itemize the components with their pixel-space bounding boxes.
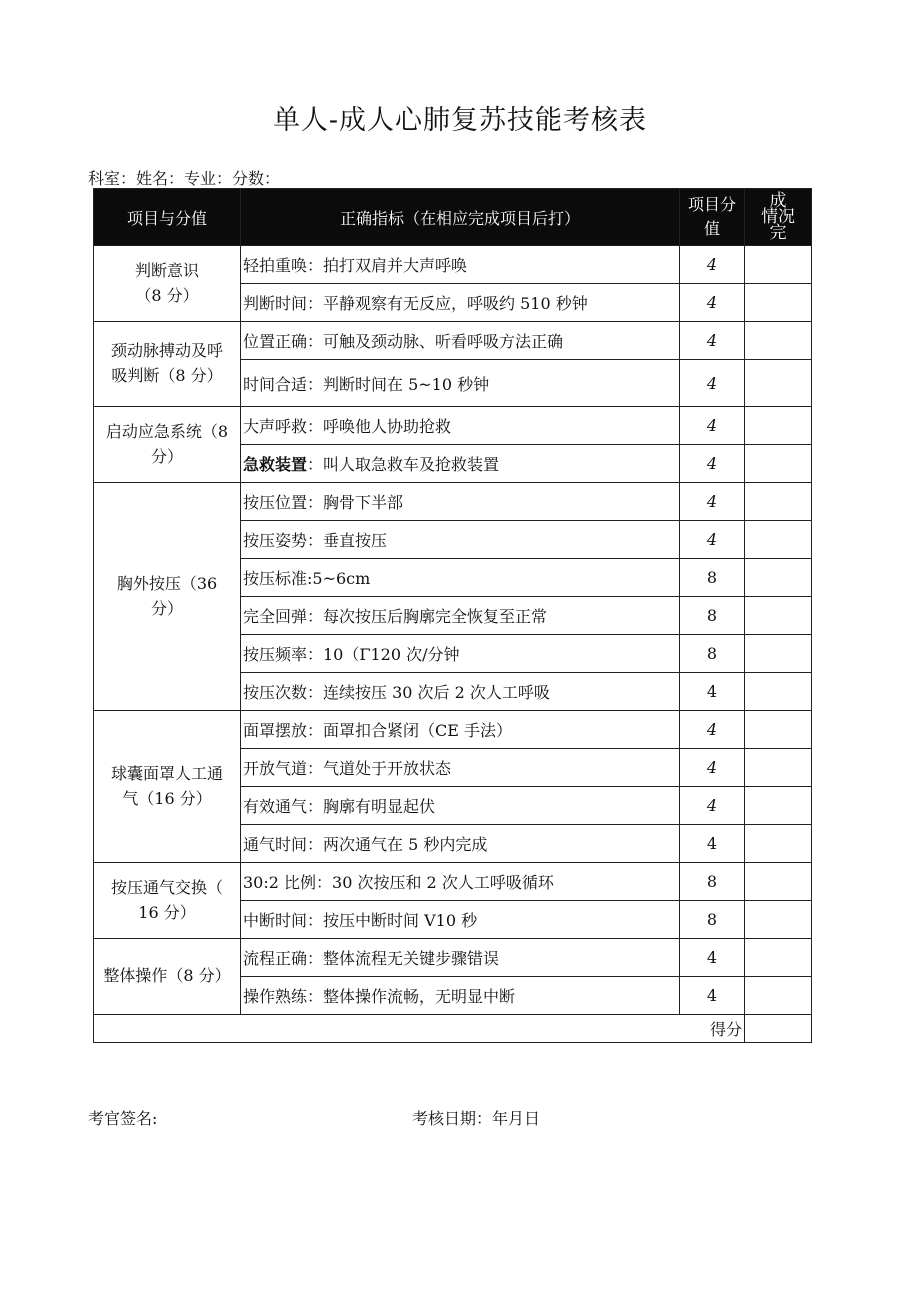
- header-completion: [745, 189, 812, 246]
- criterion-cell: [241, 246, 680, 284]
- criterion-cell: [241, 939, 680, 977]
- points-cell: 4: [680, 246, 745, 284]
- points-cell: 4: [680, 445, 745, 483]
- exam-date: 考核日期：年月日: [412, 1109, 541, 1128]
- header-criteria: 正确指标（在相应完成项目后打）: [241, 189, 680, 246]
- criterion-cell: [241, 284, 680, 322]
- section-name: [94, 863, 241, 939]
- table-row: [94, 939, 812, 977]
- criterion-cell: [241, 407, 680, 445]
- examiner-signature: 考官签名:: [88, 1109, 158, 1128]
- table-row: [94, 863, 812, 901]
- score-table: [93, 188, 812, 1043]
- table-row: [94, 407, 812, 445]
- completion-cell[interactable]: [745, 407, 812, 445]
- section-name-line1: 胸外按压（36: [116, 573, 218, 593]
- completion-cell[interactable]: [745, 635, 812, 673]
- completion-cell[interactable]: [745, 939, 812, 977]
- header-row: [94, 189, 812, 246]
- criterion-text: 大声呼救：呼唤他人协助抢救: [243, 417, 452, 436]
- header-item-score: 项目与分值: [94, 189, 241, 246]
- header-completion-line3: 完: [769, 223, 787, 243]
- criterion-cell: [241, 635, 680, 673]
- section-name-line1: 按压通气交换（: [110, 877, 223, 897]
- section-name-line1: 球囊面罩人工通: [110, 763, 223, 783]
- completion-cell[interactable]: [745, 246, 812, 284]
- completion-cell[interactable]: [745, 749, 812, 787]
- completion-cell[interactable]: [745, 360, 812, 407]
- criterion-text: 判断时间：平静观察有无反应，呼吸约 510 秒钟: [243, 294, 588, 313]
- section-name-line2: 分）: [150, 446, 183, 466]
- criterion-cell: [241, 521, 680, 559]
- total-row: [94, 1015, 812, 1043]
- completion-cell[interactable]: [745, 901, 812, 939]
- section-name-line2: 吸判断（8 分）: [111, 366, 223, 385]
- completion-cell[interactable]: [745, 597, 812, 635]
- points-cell: 4: [680, 749, 745, 787]
- header-points-line1: 项目分: [687, 195, 736, 214]
- criterion-cell: [241, 597, 680, 635]
- table-row: [94, 322, 812, 360]
- section-name: [94, 322, 241, 407]
- points-cell: 4: [680, 284, 745, 322]
- points-cell: 8: [680, 901, 745, 939]
- points-cell: 4: [680, 977, 745, 1015]
- points-cell: 4: [680, 521, 745, 559]
- criterion-cell: [241, 559, 680, 597]
- completion-cell[interactable]: [745, 445, 812, 483]
- completion-cell[interactable]: [745, 787, 812, 825]
- completion-cell[interactable]: [745, 284, 812, 322]
- criterion-cell: [241, 673, 680, 711]
- header-points-line2: 值: [703, 219, 720, 238]
- criterion-text: 通气时间：两次通气在 5 秒内完成: [243, 835, 488, 854]
- completion-cell[interactable]: [745, 863, 812, 901]
- points-cell: 4: [680, 787, 745, 825]
- completion-cell[interactable]: [745, 977, 812, 1015]
- section-name-line2: （8 分）: [135, 285, 199, 305]
- criterion-text: 按压频率：10（Γ120 次/分钟: [243, 645, 460, 664]
- criterion-cell: [241, 863, 680, 901]
- criterion-cell: [241, 711, 680, 749]
- criterion-text: 流程正确：整体流程无关键步骤错误: [243, 949, 500, 968]
- criterion-text: 按压位置：胸骨下半部: [243, 493, 404, 512]
- criterion-cell: [241, 825, 680, 863]
- header-completion-line2: 情况: [761, 207, 795, 227]
- section-name: [94, 711, 241, 863]
- criterion-text: 轻拍重唤：拍打双肩并大声呼唤: [243, 256, 468, 275]
- criterion-cell: [241, 322, 680, 360]
- criterion-cell: [241, 901, 680, 939]
- criterion-cell: [241, 483, 680, 521]
- completion-cell[interactable]: [745, 825, 812, 863]
- section-name-line1: 启动应急系统（8: [105, 421, 229, 441]
- criterion-text: 时间合适：判断时间在 5~10 秒钟: [243, 374, 490, 394]
- criterion-text: ：叫人取急救车及抢救装置: [307, 455, 500, 474]
- points-cell: 8: [680, 597, 745, 635]
- criterion-text: 按压姿势：垂直按压: [243, 531, 388, 550]
- criterion-text: 按压标准:5~6cm: [243, 569, 371, 588]
- header-completion-line1: 成: [769, 191, 787, 211]
- total-label: 得分: [94, 1015, 745, 1043]
- criterion-text: 位置正确：可触及颈动脉、听看呼吸方法正确: [243, 332, 564, 351]
- section-name-line2: 分）: [150, 598, 183, 618]
- criterion-text: 30:2 比例：30 次按压和 2 次人工呼吸循环: [243, 873, 554, 892]
- section-name: [94, 939, 241, 1015]
- criterion-text: 操作熟练：整体操作流畅，无明显中断: [243, 987, 516, 1006]
- points-cell: 4: [680, 360, 745, 407]
- score-table-body: [94, 246, 812, 1015]
- criterion-text: 中断时间：按压中断时间 V10 秒: [243, 911, 478, 930]
- criterion-keyword: 急救装置: [243, 455, 308, 474]
- points-cell: 4: [680, 939, 745, 977]
- points-cell: 8: [680, 559, 745, 597]
- criterion-cell: [241, 977, 680, 1015]
- points-cell: 8: [680, 635, 745, 673]
- table-row: [94, 711, 812, 749]
- table-row: [94, 246, 812, 284]
- section-name: [94, 246, 241, 322]
- page-title: 单人-成人心肺复苏技能考核表: [272, 105, 648, 136]
- criterion-cell: [241, 787, 680, 825]
- points-cell: 4: [680, 322, 745, 360]
- points-cell: 8: [680, 863, 745, 901]
- completion-cell[interactable]: [745, 322, 812, 360]
- criterion-text: 开放气道：气道处于开放状态: [243, 759, 452, 778]
- criterion-text: 面罩摆放：面罩扣合紧闭（CE 手法）: [243, 721, 513, 740]
- completion-cell[interactable]: [745, 483, 812, 521]
- completion-cell[interactable]: [745, 711, 812, 749]
- section-name: [94, 407, 241, 483]
- criterion-cell: [241, 445, 680, 483]
- section-name-line1: 颈动脉搏动及呼: [110, 341, 223, 361]
- completion-cell[interactable]: [745, 521, 812, 559]
- total-score-cell[interactable]: [745, 1015, 812, 1043]
- section-name-line1: 整体操作（8 分）: [103, 966, 231, 986]
- section-name-line1: 判断意识: [134, 260, 199, 280]
- completion-cell[interactable]: [745, 559, 812, 597]
- points-cell: 4: [680, 483, 745, 521]
- info-line: 科室：姓名：专业：分数：: [88, 169, 281, 188]
- table-row: [94, 483, 812, 521]
- criterion-cell: [241, 749, 680, 787]
- criterion-cell: [241, 360, 680, 407]
- criterion-text: 按压次数：连续按压 30 次后 2 次人工呼吸: [243, 683, 550, 702]
- points-cell: 4: [680, 407, 745, 445]
- section-name: [94, 483, 241, 711]
- points-cell: 4: [680, 711, 745, 749]
- section-name-line2: 16 分）: [138, 902, 196, 922]
- criterion-text: 有效通气：胸廓有明显起伏: [243, 797, 436, 816]
- header-points: [680, 189, 745, 246]
- points-cell: 4: [680, 825, 745, 863]
- criterion-text: 完全回弹：每次按压后胸廓完全恢复至正常: [243, 607, 548, 626]
- completion-cell[interactable]: [745, 673, 812, 711]
- points-cell: 4: [680, 673, 745, 711]
- section-name-line2: 气（16 分）: [122, 788, 212, 808]
